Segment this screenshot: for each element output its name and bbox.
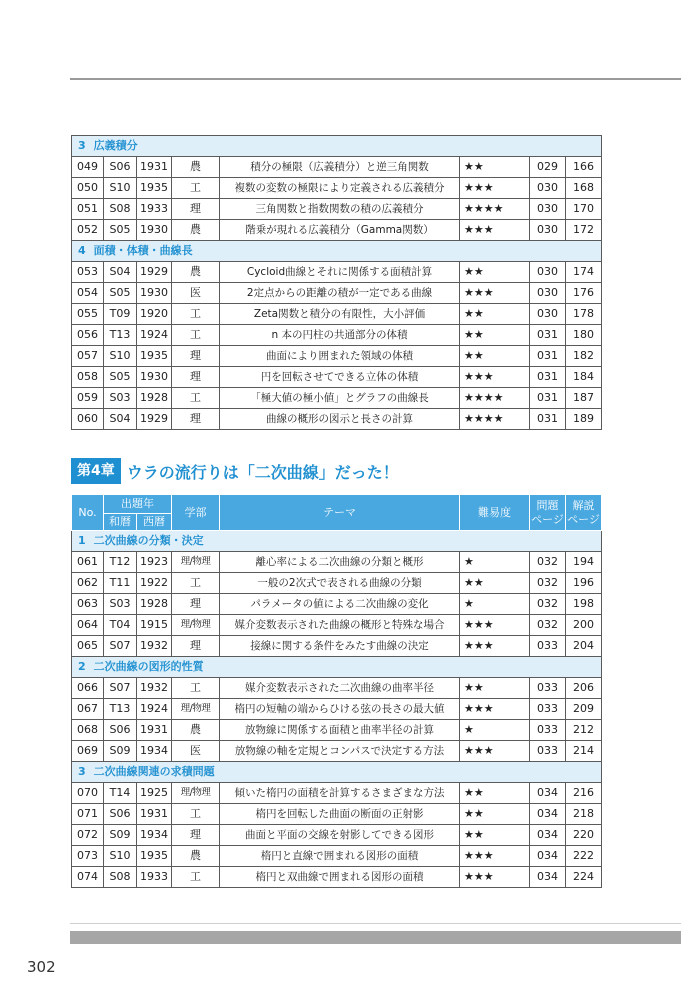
- cell-seireki: 1922: [137, 573, 172, 594]
- table-row: [72, 573, 602, 594]
- cell-question-page: 031: [530, 388, 566, 409]
- cell-seireki: 1933: [137, 867, 172, 888]
- header-question-page-line2: ページ: [531, 512, 564, 526]
- header-answer-page-line1: 解説: [572, 498, 595, 512]
- cell-question-page: 034: [530, 825, 566, 846]
- cell-wareki: S09: [104, 825, 137, 846]
- cell-answer-page: 180: [566, 325, 602, 346]
- cell-wareki: S08: [104, 867, 137, 888]
- cell-dept: 工: [172, 304, 220, 325]
- cell-dept: 工: [172, 178, 220, 199]
- cell-no: 061: [72, 552, 104, 573]
- cell-question-page: 030: [530, 304, 566, 325]
- table-row: [72, 825, 602, 846]
- cell-theme: Zeta関数と積分の有限性，大小評価: [220, 304, 460, 325]
- cell-theme: 三角関数と指数関数の積の広義積分: [220, 199, 460, 220]
- cell-answer-page: 172: [566, 220, 602, 241]
- section-heading: [72, 531, 602, 552]
- cell-seireki: 1931: [137, 804, 172, 825]
- cell-seireki: 1930: [137, 283, 172, 304]
- cell-dept: 農: [172, 220, 220, 241]
- cell-dept: 理/物理: [172, 552, 220, 573]
- cell-wareki: S09: [104, 741, 137, 762]
- cell-theme: 曲面により囲まれた領域の体積: [220, 346, 460, 367]
- section-row: [72, 531, 602, 552]
- table-row: [72, 699, 602, 720]
- cell-no: 072: [72, 825, 104, 846]
- cell-theme: 「極大値の極小値」とグラフの曲線長: [220, 388, 460, 409]
- cell-wareki: T12: [104, 552, 137, 573]
- cell-dept: 工: [172, 573, 220, 594]
- cell-wareki: S05: [104, 220, 137, 241]
- cell-question-page: 031: [530, 409, 566, 430]
- table-row: [72, 199, 602, 220]
- table-row: [72, 283, 602, 304]
- cell-wareki: S04: [104, 409, 137, 430]
- table-row: [72, 678, 602, 699]
- cell-dept: 理: [172, 409, 220, 430]
- cell-question-page: 033: [530, 636, 566, 657]
- cell-wareki: T14: [104, 783, 137, 804]
- cell-theme: 複数の変数の極限により定義される広義積分: [220, 178, 460, 199]
- cell-no: 060: [72, 409, 104, 430]
- cell-seireki: 1935: [137, 346, 172, 367]
- table-row: [72, 304, 602, 325]
- cell-difficulty: ★★: [460, 346, 530, 367]
- chapter-badge: 第4章: [71, 458, 121, 484]
- cell-answer-page: 206: [566, 678, 602, 699]
- cell-dept: 理: [172, 367, 220, 388]
- cell-seireki: 1923: [137, 552, 172, 573]
- cell-seireki: 1930: [137, 220, 172, 241]
- table-row: [72, 552, 602, 573]
- cell-difficulty: ★★★: [460, 636, 530, 657]
- cell-difficulty: ★★: [460, 325, 530, 346]
- cell-answer-page: 198: [566, 594, 602, 615]
- header-theme: テーマ: [220, 495, 460, 531]
- cell-no: 056: [72, 325, 104, 346]
- cell-dept: 工: [172, 804, 220, 825]
- header-difficulty: 難易度: [460, 495, 530, 531]
- contents-table-chapter3: [71, 135, 602, 430]
- cell-no: 073: [72, 846, 104, 867]
- header-question-page-line1: 問題: [536, 498, 559, 512]
- cell-answer-page: 174: [566, 262, 602, 283]
- cell-theme: Cycloid曲線とそれに関係する面積計算: [220, 262, 460, 283]
- cell-no: 064: [72, 615, 104, 636]
- cell-theme: 楕円と双曲線で囲まれる図形の面積: [220, 867, 460, 888]
- cell-dept: 農: [172, 262, 220, 283]
- cell-answer-page: 184: [566, 367, 602, 388]
- cell-theme: 媒介変数表示された曲線の概形と特殊な場合: [220, 615, 460, 636]
- cell-difficulty: ★★★: [460, 615, 530, 636]
- cell-seireki: 1929: [137, 409, 172, 430]
- cell-theme: 楕円の短軸の端からひける弦の長さの最大値: [220, 699, 460, 720]
- cell-answer-page: 212: [566, 720, 602, 741]
- table-row: [72, 346, 602, 367]
- section-number: 3: [78, 765, 86, 778]
- section-heading: [72, 136, 602, 157]
- cell-dept: 工: [172, 678, 220, 699]
- cell-no: 058: [72, 367, 104, 388]
- cell-seireki: 1924: [137, 325, 172, 346]
- cell-theme: n 本の円柱の共通部分の体積: [220, 325, 460, 346]
- cell-question-page: 034: [530, 804, 566, 825]
- cell-dept: 工: [172, 325, 220, 346]
- cell-difficulty: ★★: [460, 825, 530, 846]
- cell-answer-page: 214: [566, 741, 602, 762]
- cell-no: 074: [72, 867, 104, 888]
- cell-no: 069: [72, 741, 104, 762]
- section-number: 4: [78, 244, 86, 257]
- cell-theme: 放物線の軸を定規とコンパスで決定する方法: [220, 741, 460, 762]
- section-heading: [72, 241, 602, 262]
- header-no: No.: [72, 495, 104, 531]
- cell-dept: 理: [172, 825, 220, 846]
- cell-seireki: 1935: [137, 178, 172, 199]
- cell-theme: 2定点からの距離の積が一定である曲線: [220, 283, 460, 304]
- cell-wareki: S06: [104, 157, 137, 178]
- cell-no: 050: [72, 178, 104, 199]
- cell-seireki: 1933: [137, 199, 172, 220]
- cell-difficulty: ★★: [460, 804, 530, 825]
- table-row: [72, 594, 602, 615]
- cell-answer-page: 200: [566, 615, 602, 636]
- cell-wareki: S10: [104, 846, 137, 867]
- cell-question-page: 031: [530, 367, 566, 388]
- cell-answer-page: 166: [566, 157, 602, 178]
- cell-difficulty: ★★★★: [460, 409, 530, 430]
- cell-answer-page: 222: [566, 846, 602, 867]
- cell-wareki: S03: [104, 594, 137, 615]
- cell-difficulty: ★★★: [460, 846, 530, 867]
- header-question-page: [530, 495, 566, 531]
- cell-theme: 傾いた楕円の面積を計算するさまざまな方法: [220, 783, 460, 804]
- section-row: [72, 136, 602, 157]
- cell-dept: 理/物理: [172, 699, 220, 720]
- cell-dept: 理: [172, 199, 220, 220]
- cell-wareki: S06: [104, 720, 137, 741]
- table-row: [72, 262, 602, 283]
- cell-wareki: T11: [104, 573, 137, 594]
- cell-wareki: S07: [104, 678, 137, 699]
- cell-wareki: S06: [104, 804, 137, 825]
- cell-answer-page: 204: [566, 636, 602, 657]
- cell-dept: 理: [172, 346, 220, 367]
- cell-difficulty: ★: [460, 552, 530, 573]
- table-row: [72, 220, 602, 241]
- section-number: 1: [78, 534, 86, 547]
- cell-theme: 階乗が現れる広義積分（Gamma関数）: [220, 220, 460, 241]
- cell-seireki: 1915: [137, 615, 172, 636]
- section-heading: [72, 762, 602, 783]
- header-answer-page: [566, 495, 602, 531]
- cell-question-page: 032: [530, 573, 566, 594]
- page-number: 302: [27, 958, 56, 976]
- cell-difficulty: ★★★: [460, 741, 530, 762]
- cell-no: 067: [72, 699, 104, 720]
- cell-answer-page: 196: [566, 573, 602, 594]
- cell-dept: 医: [172, 741, 220, 762]
- cell-wareki: S05: [104, 283, 137, 304]
- cell-seireki: 1924: [137, 699, 172, 720]
- cell-question-page: 030: [530, 283, 566, 304]
- cell-seireki: 1929: [137, 262, 172, 283]
- cell-question-page: 030: [530, 178, 566, 199]
- cell-question-page: 033: [530, 699, 566, 720]
- cell-wareki: S08: [104, 199, 137, 220]
- cell-no: 054: [72, 283, 104, 304]
- table-row: [72, 804, 602, 825]
- cell-wareki: T09: [104, 304, 137, 325]
- table-row: [72, 741, 602, 762]
- table-row: [72, 636, 602, 657]
- cell-wareki: T04: [104, 615, 137, 636]
- header-year: 出題年: [104, 495, 172, 514]
- header-dept: 学部: [172, 495, 220, 531]
- cell-seireki: 1928: [137, 594, 172, 615]
- cell-difficulty: ★★: [460, 304, 530, 325]
- cell-seireki: 1931: [137, 720, 172, 741]
- cell-answer-page: 220: [566, 825, 602, 846]
- cell-seireki: 1932: [137, 636, 172, 657]
- table-row: [72, 178, 602, 199]
- cell-question-page: 033: [530, 720, 566, 741]
- cell-answer-page: 224: [566, 867, 602, 888]
- cell-question-page: 034: [530, 783, 566, 804]
- cell-answer-page: 178: [566, 304, 602, 325]
- section-title: 二次曲線の分類・決定: [93, 534, 204, 547]
- cell-difficulty: ★★★★: [460, 199, 530, 220]
- cell-answer-page: 187: [566, 388, 602, 409]
- cell-theme: 一般の2次式で表される曲線の分類: [220, 573, 460, 594]
- section-row: [72, 241, 602, 262]
- cell-answer-page: 176: [566, 283, 602, 304]
- cell-question-page: 031: [530, 325, 566, 346]
- cell-dept: 理: [172, 636, 220, 657]
- cell-no: 053: [72, 262, 104, 283]
- cell-theme: 積分の極限（広義積分）と逆三角関数: [220, 157, 460, 178]
- cell-difficulty: ★★: [460, 573, 530, 594]
- section-row: [72, 762, 602, 783]
- section-heading: [72, 657, 602, 678]
- cell-question-page: 030: [530, 262, 566, 283]
- cell-no: 071: [72, 804, 104, 825]
- cell-difficulty: ★: [460, 594, 530, 615]
- footer-band: [70, 931, 681, 944]
- cell-theme: 離心率による二次曲線の分類と概形: [220, 552, 460, 573]
- header-seireki: 西暦: [137, 514, 172, 531]
- section-title: 広義積分: [93, 139, 138, 152]
- cell-answer-page: 194: [566, 552, 602, 573]
- cell-answer-page: 216: [566, 783, 602, 804]
- table-row: [72, 720, 602, 741]
- chapter-title: ウラの流行りは「二次曲線」だった！: [126, 462, 399, 482]
- table-row: [72, 783, 602, 804]
- cell-theme: 媒介変数表示された二次曲線の曲率半径: [220, 678, 460, 699]
- cell-difficulty: ★★★: [460, 283, 530, 304]
- cell-no: 070: [72, 783, 104, 804]
- table-row: [72, 409, 602, 430]
- cell-no: 065: [72, 636, 104, 657]
- cell-difficulty: ★: [460, 720, 530, 741]
- footer-rule: [70, 923, 681, 924]
- cell-no: 063: [72, 594, 104, 615]
- section-title: 面積・体積・曲線長: [93, 244, 193, 257]
- cell-difficulty: ★★★: [460, 178, 530, 199]
- cell-no: 051: [72, 199, 104, 220]
- table-row: [72, 325, 602, 346]
- cell-question-page: 033: [530, 741, 566, 762]
- cell-dept: 農: [172, 846, 220, 867]
- cell-no: 066: [72, 678, 104, 699]
- cell-wareki: S04: [104, 262, 137, 283]
- cell-difficulty: ★★: [460, 262, 530, 283]
- cell-question-page: 032: [530, 594, 566, 615]
- cell-no: 049: [72, 157, 104, 178]
- cell-difficulty: ★★★: [460, 699, 530, 720]
- cell-theme: 円を回転させてできる立体の体積: [220, 367, 460, 388]
- cell-answer-page: 218: [566, 804, 602, 825]
- cell-wareki: S05: [104, 367, 137, 388]
- cell-dept: 工: [172, 867, 220, 888]
- cell-answer-page: 168: [566, 178, 602, 199]
- cell-seireki: 1928: [137, 388, 172, 409]
- cell-seireki: 1920: [137, 304, 172, 325]
- top-rule: [70, 78, 681, 80]
- table-row: [72, 867, 602, 888]
- cell-question-page: 029: [530, 157, 566, 178]
- chapter-heading: [71, 457, 399, 485]
- cell-no: 057: [72, 346, 104, 367]
- cell-no: 055: [72, 304, 104, 325]
- contents-table-chapter4: [71, 494, 602, 888]
- cell-question-page: 034: [530, 867, 566, 888]
- cell-dept: 理/物理: [172, 615, 220, 636]
- section-number: 2: [78, 660, 86, 673]
- cell-question-page: 030: [530, 220, 566, 241]
- cell-difficulty: ★★★: [460, 220, 530, 241]
- cell-dept: 理: [172, 594, 220, 615]
- cell-difficulty: ★★★: [460, 867, 530, 888]
- cell-difficulty: ★★: [460, 678, 530, 699]
- cell-difficulty: ★★: [460, 783, 530, 804]
- cell-seireki: 1934: [137, 825, 172, 846]
- cell-answer-page: 182: [566, 346, 602, 367]
- cell-answer-page: 209: [566, 699, 602, 720]
- cell-seireki: 1934: [137, 741, 172, 762]
- cell-theme: 楕円を回転した曲面の断面の正射影: [220, 804, 460, 825]
- cell-wareki: S03: [104, 388, 137, 409]
- cell-dept: 理/物理: [172, 783, 220, 804]
- cell-wareki: S07: [104, 636, 137, 657]
- table-row: [72, 157, 602, 178]
- table-row: [72, 615, 602, 636]
- cell-no: 059: [72, 388, 104, 409]
- cell-question-page: 034: [530, 846, 566, 867]
- cell-seireki: 1931: [137, 157, 172, 178]
- section-title: 二次曲線関連の求積問題: [93, 765, 215, 778]
- cell-wareki: T13: [104, 699, 137, 720]
- cell-theme: 放物線に関係する面積と曲率半径の計算: [220, 720, 460, 741]
- table-row: [72, 388, 602, 409]
- cell-question-page: 032: [530, 552, 566, 573]
- cell-difficulty: ★★: [460, 157, 530, 178]
- cell-dept: 農: [172, 157, 220, 178]
- table-row: [72, 846, 602, 867]
- cell-theme: 曲線の概形の図示と長さの計算: [220, 409, 460, 430]
- cell-wareki: S10: [104, 178, 137, 199]
- cell-no: 052: [72, 220, 104, 241]
- cell-seireki: 1932: [137, 678, 172, 699]
- cell-difficulty: ★★★: [460, 367, 530, 388]
- cell-question-page: 031: [530, 346, 566, 367]
- header-answer-page-line2: ページ: [567, 512, 600, 526]
- section-title: 二次曲線の図形的性質: [93, 660, 204, 673]
- cell-question-page: 033: [530, 678, 566, 699]
- cell-answer-page: 189: [566, 409, 602, 430]
- section-row: [72, 657, 602, 678]
- cell-wareki: S10: [104, 346, 137, 367]
- cell-theme: 曲面と平面の交線を射影してできる図形: [220, 825, 460, 846]
- cell-seireki: 1935: [137, 846, 172, 867]
- cell-no: 062: [72, 573, 104, 594]
- table-row: [72, 367, 602, 388]
- cell-theme: 楕円と直線で囲まれる図形の面積: [220, 846, 460, 867]
- section-number: 3: [78, 139, 86, 152]
- cell-theme: 接線に関する条件をみたす曲線の決定: [220, 636, 460, 657]
- cell-wareki: T13: [104, 325, 137, 346]
- header-wareki: 和暦: [104, 514, 137, 531]
- cell-theme: パラメータの値による二次曲線の変化: [220, 594, 460, 615]
- cell-answer-page: 170: [566, 199, 602, 220]
- cell-difficulty: ★★★★: [460, 388, 530, 409]
- cell-dept: 工: [172, 388, 220, 409]
- cell-seireki: 1930: [137, 367, 172, 388]
- cell-dept: 農: [172, 720, 220, 741]
- cell-dept: 医: [172, 283, 220, 304]
- cell-question-page: 032: [530, 615, 566, 636]
- cell-question-page: 030: [530, 199, 566, 220]
- cell-seireki: 1925: [137, 783, 172, 804]
- cell-no: 068: [72, 720, 104, 741]
